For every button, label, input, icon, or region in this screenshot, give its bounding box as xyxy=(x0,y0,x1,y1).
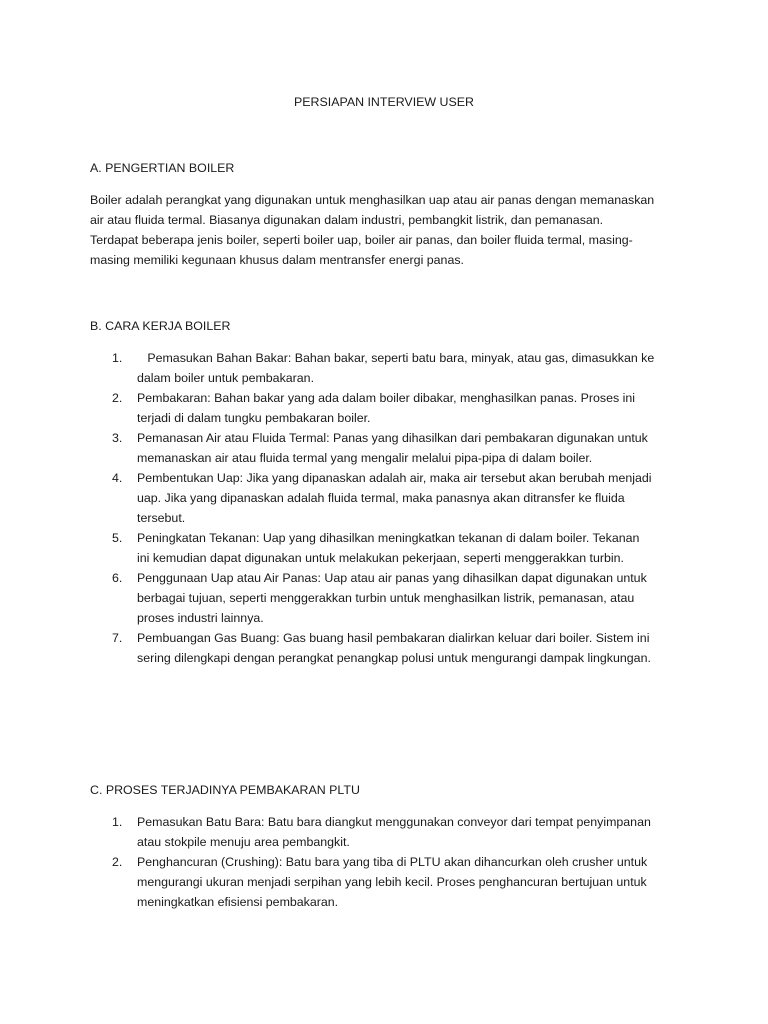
section-b-heading: B. CARA KERJA BOILER xyxy=(90,319,231,333)
list-item-line: ini kemudian dapat digunakan untuk melakukan pekerjaan, seperti menggerakkan turbin. xyxy=(137,551,624,565)
list-item-line: berbagai tujuan, seperti menggerakkan turbin untuk menghasilkan listrik, pemanasan, atau xyxy=(137,591,635,605)
list-item-line: Peningkatan Tekanan: Uap yang dihasilkan meningkatkan tekanan di dalam boiler. Tekanan xyxy=(137,531,640,545)
section-c-heading: C. PROSES TERJADINYA PEMBAKARAN PLTU xyxy=(90,783,360,797)
list-item-line: tersebut. xyxy=(137,511,186,525)
list-item-line: memanaskan air atau fluida termal yang mengalir melalui pipa-pipa di dalam boiler. xyxy=(137,451,593,465)
list-item-line: sering dilengkapi dengan perangkat penangkap polusi untuk mengurangi dampak lingkungan. xyxy=(137,651,651,665)
list-item-number: 2. xyxy=(112,391,123,405)
list-item-line: proses industri lainnya. xyxy=(137,611,264,625)
list-item-number: 1. xyxy=(112,815,123,829)
section-b-list xyxy=(0,348,768,668)
list-item-number: 6. xyxy=(112,571,123,585)
list-item xyxy=(0,568,697,628)
section-a-heading: A. PENGERTIAN BOILER xyxy=(90,161,235,175)
paragraph-line: Terdapat beberapa jenis boiler, seperti boiler uap, boiler air panas, dan boiler fluida termal, masing- xyxy=(90,233,633,247)
list-item-line: Pemanasan Air atau Fluida Termal: Panas yang dihasilkan dari pembakaran digunakan untuk xyxy=(137,431,648,445)
list-item-line: Pembentukan Uap: Jika yang dipanaskan adalah air, maka air tersebut akan berubah menjadi xyxy=(137,471,652,485)
list-item xyxy=(0,348,697,388)
section-c-list xyxy=(0,812,768,912)
list-item-number: 3. xyxy=(112,431,123,445)
document-title: PERSIAPAN INTERVIEW USER xyxy=(294,95,474,109)
list-item-line: atau stokpile menuju area pembangkit. xyxy=(137,835,350,849)
list-item-line: Pemasukan Batu Bara: Batu bara diangkut menggunakan conveyor dari tempat penyimpanan xyxy=(137,815,651,829)
list-item xyxy=(0,528,697,568)
list-item-line: uap. Jika yang dipanaskan adalah fluida termal, maka panasnya akan ditransfer ke fluida xyxy=(137,491,625,505)
list-item-line: Pembuangan Gas Buang: Gas buang hasil pembakaran dialirkan keluar dari boiler. Sistem ini xyxy=(137,631,650,645)
list-item-line: Penggunaan Uap atau Air Panas: Uap atau air panas yang dihasilkan dapat digunakan untuk xyxy=(137,571,647,585)
paragraph-line: air atau fluida termal. Biasanya digunakan dalam industri, pembangkit listrik, dan pemanasan. xyxy=(90,213,604,227)
list-item-line: mengurangi ukuran menjadi serpihan yang lebih kecil. Proses penghancuran bertujuan untuk xyxy=(137,875,647,889)
paragraph-line: masing memiliki kegunaan khusus dalam mentransfer energi panas. xyxy=(90,253,464,267)
list-item-line: meningkatkan efisiensi pembakaran. xyxy=(137,895,339,909)
list-item-line: Pemasukan Bahan Bakar: Bahan bakar, seperti batu bara, minyak, atau gas, dimasukkan ke xyxy=(137,351,655,365)
list-item-number: 5. xyxy=(112,531,123,545)
list-item-line: Pembakaran: Bahan bakar yang ada dalam boiler dibakar, menghasilkan panas. Proses ini xyxy=(137,391,635,405)
list-item-number: 7. xyxy=(112,631,123,645)
list-item-number: 1. xyxy=(112,351,123,365)
list-item xyxy=(0,388,697,428)
list-item xyxy=(0,628,697,668)
list-item xyxy=(0,468,697,528)
list-item-number: 2. xyxy=(112,855,123,869)
section-a-paragraph xyxy=(90,190,682,270)
list-item xyxy=(0,812,697,852)
list-item-line: Penghancuran (Crushing): Batu bara yang tiba di PLTU akan dihancurkan oleh crusher untuk xyxy=(137,855,648,869)
list-item-line: terjadi di dalam tungku pembakaran boiler. xyxy=(137,411,371,425)
list-item-number: 4. xyxy=(112,471,123,485)
list-item-line: dalam boiler untuk pembakaran. xyxy=(137,371,315,385)
paragraph-line: Boiler adalah perangkat yang digunakan untuk menghasilkan uap atau air panas dengan memanaskan xyxy=(90,193,655,207)
list-item xyxy=(0,428,697,468)
list-item xyxy=(0,852,697,912)
